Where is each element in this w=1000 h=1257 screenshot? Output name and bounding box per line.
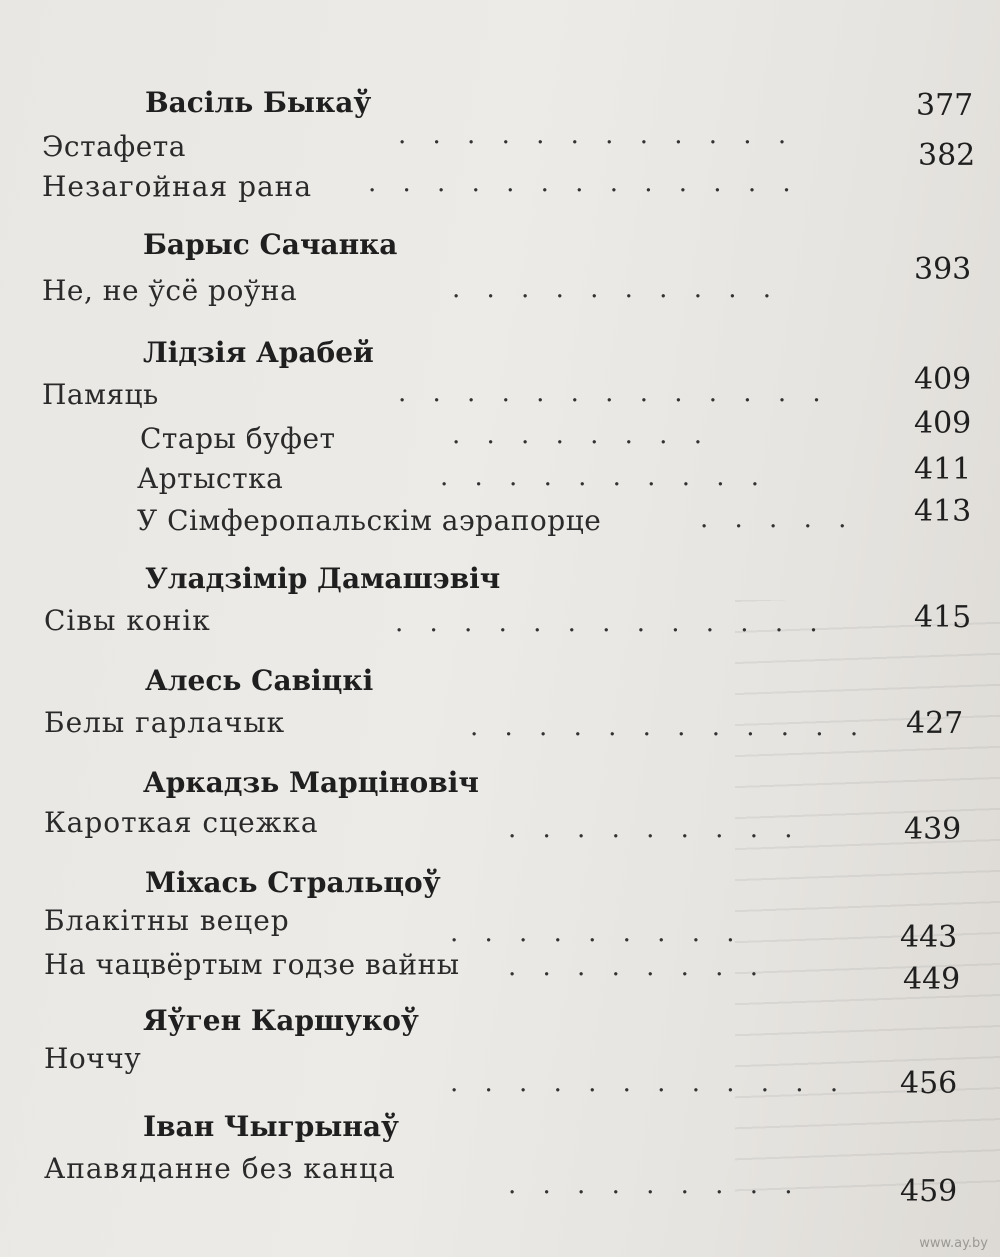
author-heading: Уладзімір Дамашэвіч [145, 562, 501, 595]
watermark: www.ay.by [919, 1236, 988, 1251]
author-heading: Іван Чыгрынаў [143, 1110, 399, 1143]
dot-leader: . . . . . . . . . . . . [450, 1068, 848, 1098]
page-number: 443 [900, 920, 958, 955]
work-title: Апавяданне без канца [44, 1152, 396, 1185]
dot-leader: . . . . . . . . . . . . . [395, 608, 827, 638]
dot-leader: . . . . . . . . . . . . [398, 120, 796, 150]
page-number: 459 [900, 1174, 958, 1209]
page-number: 449 [903, 962, 961, 997]
page-number: 456 [900, 1066, 958, 1101]
author-heading: Алесь Савіцкі [145, 664, 374, 697]
bleed-through-texture [735, 600, 1000, 1200]
work-title: Ноччу [44, 1042, 142, 1075]
work-title: Сівы конік [44, 604, 211, 637]
work-title: У Сімферопальскім аэрапорце [137, 504, 602, 537]
page-number: 413 [914, 494, 972, 529]
dot-leader: . . . . . . . . [508, 952, 767, 982]
author-heading: Лідзія Арабей [143, 336, 374, 369]
dot-leader: . . . . . . . . . . . . . [398, 378, 830, 408]
page-number: 409 [914, 362, 972, 397]
page-number: 411 [914, 452, 972, 487]
dot-leader: . . . . . . . . . [508, 1170, 802, 1200]
page-number: 382 [918, 138, 976, 173]
author-heading: Аркадзь Марціновіч [143, 766, 479, 799]
work-title: Стары буфет [140, 422, 336, 455]
page-number: 427 [906, 706, 964, 741]
dot-leader: . . . . . . . . . . . . [470, 712, 868, 742]
dot-leader: . . . . . . . . [452, 420, 711, 450]
page-number: 409 [914, 406, 972, 441]
page-number: 439 [904, 812, 962, 847]
page-number: 415 [914, 600, 972, 635]
work-title: Артыстка [137, 462, 284, 495]
dot-leader: . . . . . [700, 504, 856, 534]
work-title: Эстафета [42, 130, 186, 163]
author-heading: Міхась Стральцоў [145, 866, 441, 899]
work-title: Кароткая сцежка [44, 806, 319, 839]
dot-leader: . . . . . . . . . . [452, 274, 781, 304]
work-title: Не, не ўсё роўна [42, 274, 298, 307]
work-title: Незагойная рана [42, 170, 313, 203]
page-number: 393 [914, 252, 972, 287]
dot-leader: . . . . . . . . . . . . . [368, 168, 800, 198]
dot-leader: . . . . . . . . . [508, 814, 802, 844]
work-title: Блакітны вецер [44, 904, 290, 937]
work-title: Белы гарлачык [44, 706, 286, 739]
dot-leader: . . . . . . . . . [450, 918, 744, 948]
author-heading: Барыс Сачанка [143, 228, 398, 261]
page-number: 377 [916, 88, 974, 123]
author-heading: Васіль Быкаў [145, 86, 372, 119]
work-title: На чацвёртым годзе вайны [44, 948, 460, 981]
work-title: Памяць [42, 378, 159, 411]
dot-leader: . . . . . . . . . . [440, 462, 769, 492]
author-heading: Яўген Каршукоў [143, 1004, 419, 1037]
